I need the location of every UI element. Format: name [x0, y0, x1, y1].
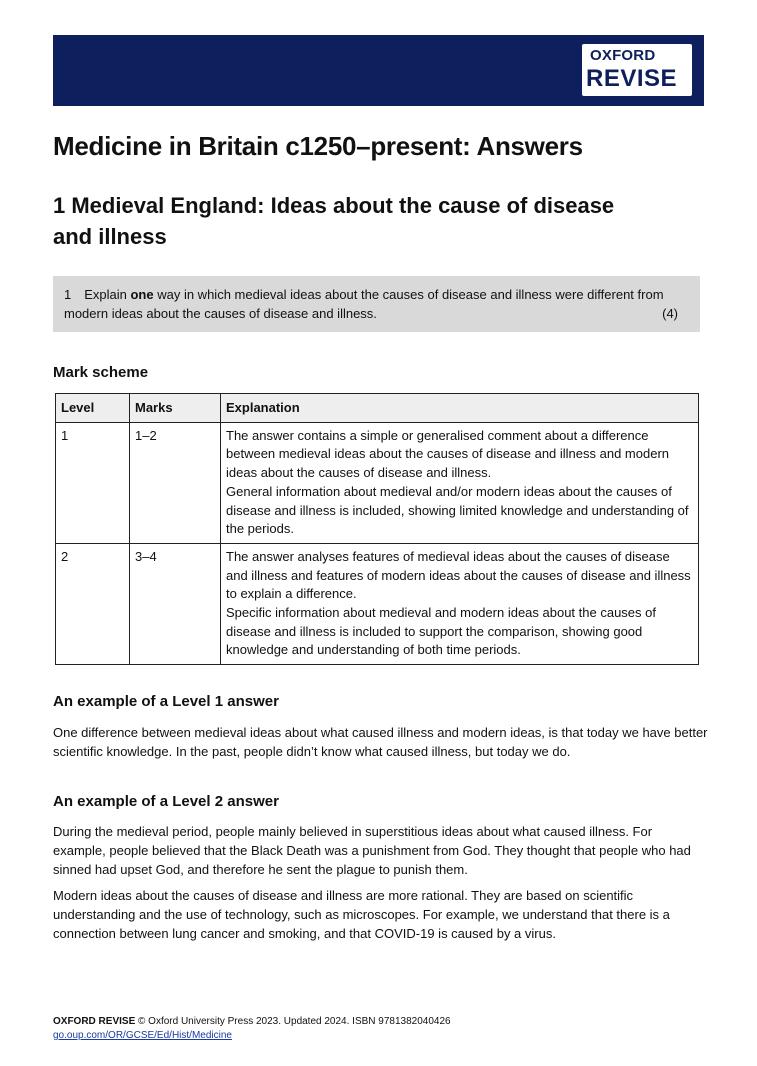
- example2-heading: An example of a Level 2 answer: [53, 793, 279, 810]
- footer-brand: OXFORD REVISE: [53, 1016, 136, 1027]
- example1-text: One difference between medieval ideas about what caused illness and modern ideas, is that today we have better scientific knowledge. In the past, people didn’t know what caused illness, but today we do.: [53, 725, 708, 759]
- footer-link[interactable]: go.oup.com/OR/GCSE/Ed/Hist/Medicine: [53, 1030, 232, 1041]
- header-marks: Marks: [130, 394, 221, 423]
- row-explanation-part1: The answer contains a simple or generalised comment about a difference between medieval ideas about the causes of disease and illness and modern ideas about the causes of disease and illness.: [226, 427, 670, 481]
- row-level: 1: [56, 422, 130, 543]
- logo-line2: REVISE: [586, 65, 678, 92]
- row-explanation-part1: The answer analyses features of medieval ideas about the causes of disease and illness and features of modern ideas about the causes of disease and illness to explain a difference.: [226, 548, 691, 602]
- example1-heading: An example of a Level 1 answer: [53, 693, 279, 710]
- mark-scheme-table: [55, 393, 699, 665]
- question-number: 1: [64, 287, 72, 302]
- logo-line1: OXFORD: [590, 47, 656, 64]
- row-level: 2: [56, 543, 130, 664]
- question-marks: (4): [662, 306, 678, 321]
- row-explanation-part2: General information about medieval and/or modern ideas about the causes of disease and illness is included, showing limited knowledge and understanding of the periods.: [226, 483, 689, 537]
- question-text-after: way in which medieval ideas about the causes of disease and illness were different from modern ideas about the causes of disease and illness.: [64, 287, 664, 321]
- table-header-row: [56, 394, 699, 423]
- row-explanation: [221, 422, 699, 543]
- mark-scheme-heading: Mark scheme: [53, 364, 149, 381]
- header-banner: [53, 35, 704, 106]
- table-row: [56, 543, 699, 664]
- question-box: [53, 276, 700, 332]
- question-text-before: Explain: [84, 287, 131, 302]
- oxford-revise-logo: [582, 44, 692, 96]
- row-marks: 3–4: [130, 543, 221, 664]
- footer-copyright-text: © Oxford University Press 2023. Updated 2024. ISBN 9781382040426: [135, 1016, 451, 1027]
- table-row: [56, 422, 699, 543]
- example2-paragraph-1: During the medieval period, people mainly believed in superstitious ideas about what caused illness. For example, people believed that the Black Death was a punishment from God. They thought that people who had sinned had upset God, and therefore he sent the plague to punish them.: [53, 824, 691, 877]
- footer-copyright: [53, 1016, 451, 1027]
- row-explanation-part2: Specific information about medieval and modern ideas about the causes of disease and illness is included to support the comparison, showing good knowledge and understanding of both time periods.: [226, 605, 656, 658]
- page-title: Medicine in Britain c1250–present: Answers: [53, 131, 583, 161]
- row-marks: 1–2: [130, 422, 221, 543]
- section-title: 1 Medieval England: Ideas about the cause of disease and illness: [53, 193, 615, 249]
- row-explanation: [221, 543, 699, 664]
- header-explanation: Explanation: [221, 394, 699, 423]
- example2-paragraph-2: Modern ideas about the causes of disease and illness are more rational. They are based on scientific understanding and the use of technology, such as microscopes. For example, we understand that there is a connection between lung cancer and smoking, and that COVID-19 is caused by a virus.: [53, 888, 670, 941]
- header-level: Level: [56, 394, 130, 423]
- question-text-bold: one: [130, 287, 154, 302]
